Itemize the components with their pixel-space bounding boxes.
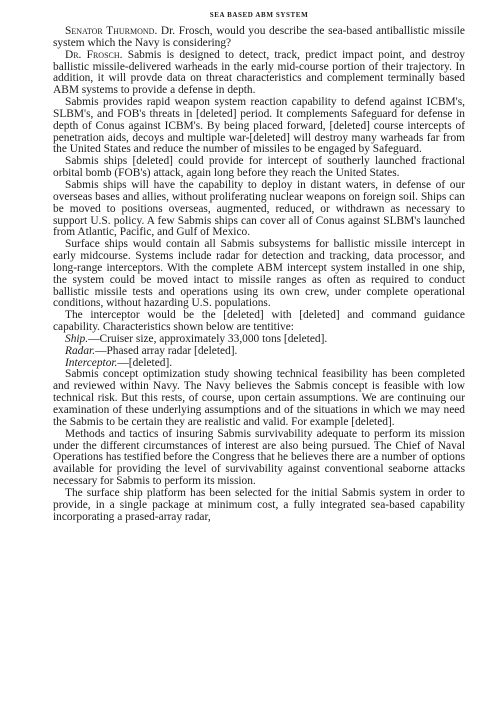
characteristic-label: Interceptor. [65,356,118,369]
paragraph-platform: The surface ship platform has been selected for the initial Sabmis system in order to provide, in a single package at minimum cost, a fully integrated sea-based capability incorporating a prased-array radar, [53,486,465,523]
characteristic-label: Radar. [65,344,96,357]
characteristic-radar: Radar.—Phased array radar [deleted]. [65,344,238,357]
paragraph-fob-intercept: Sabmis ships [deleted] could provide for intercept of southerly launched fractional orbital bomb (FOB's) attack, again long before they reach the United States. [53,155,465,180]
paragraph-thurmond-question [53,26,465,50]
characteristic-ship: Ship.—Cruiser size, approximately 33,000 tons [deleted]. [65,332,328,345]
speaker-name: Dr. Frosch. [65,48,123,61]
characteristic-value: Cruiser size, approximately 33,000 tons [deleted]. [99,332,328,345]
characteristic-value: [deleted]. [128,356,173,369]
characteristic-interceptor: Interceptor.—[deleted]. [65,356,173,369]
paragraph-text: Dr. Frosch, would you describe the sea-based antiballistic missile system which the Navy is considering? [53,25,465,49]
paragraph-feasibility: Sabmis concept optimization study showing technical feasibility has been completed and reviewed within Navy. The Navy believes the Sabmis concept is feasible with low technical risk. But this rests, of course, upon certain assumptions. We are continuing our examination of these underlying assumptions and of the situations in which we may need the Sabmis to be certain they are realistic and valid. For example [deleted]. [53,368,465,428]
running-head: SEA BASED ABM SYSTEM [209,11,309,19]
paragraph-text: Sabmis is designed to detect, track, predict impact point, and destroy ballistic missile-delivered warheads in the early mid-course portion of their trajectory. In addition, it will provde data on threat characteristics and complement terminally based ABM systems to provide a defense in depth. [53,48,465,97]
paragraph-surface-ships: Surface ships would contain all Sabmis subsystems for ballistic missile intercept in early midcourse. Systems include radar for detection and tracking, data processor, and long-range interceptors. With the complete ABM intercept system installed in one ship, the system could be moved intact to missile ranges as often as required to conduct ballistic missile tests and operations using its own crew, under complete operational conditions, without hazarding U.S. populations. [53,238,465,310]
paragraph-survivability: Methods and tactics of insuring Sabmis survivability adequate to perform its mission under the different circumstances of interest are also being pursued. The Chief of Naval Operations has testified before the Congress that he believes there are a number of options available for providing the level of survivability against conventional seaborne attacks necessary for Sabmis to perform its mission. [53,427,465,488]
document-page [53,10,465,710]
paragraph-frosch-answer [53,50,465,97]
paragraph-interceptor: The interceptor would be the [deleted] with [deleted] and command guidance capability. Characteristics shown below are tentitive: [53,309,465,334]
characteristic-label: Ship. [65,332,89,345]
characteristic-value: Phased array radar [deleted]. [106,344,238,357]
paragraph-reaction-capability: Sabmis provides rapid weapon system reaction capability to defend against ICBM's, SLBM's, and FOB's threats in [deleted] period. It complements Safeguard for defense in depth of Conus against ICBM's. By being placed forward, [deleted] course intercepts of penetration aids, decoys and multiple war-[deleted] will destroy many warheads far from the United States and reduce the number of missiles to be engaged by Safeguard. [53,96,465,156]
speaker-name: Senator Thurmond. [65,25,158,37]
paragraph-distant-waters: Sabmis ships will have the capability to deploy in distant waters, in defense of our overseas bases and allies, without proliferating nuclear weapons on foreign soil. Ships can be moved to positions overseas, augmented, reduced, or withdrawn as necessary to support U.S. policy. A few Sabmis ships can cover all of Conus against SLBM's launched from Atlantic, Pacific, and Gulf of Mexico. [53,178,465,239]
